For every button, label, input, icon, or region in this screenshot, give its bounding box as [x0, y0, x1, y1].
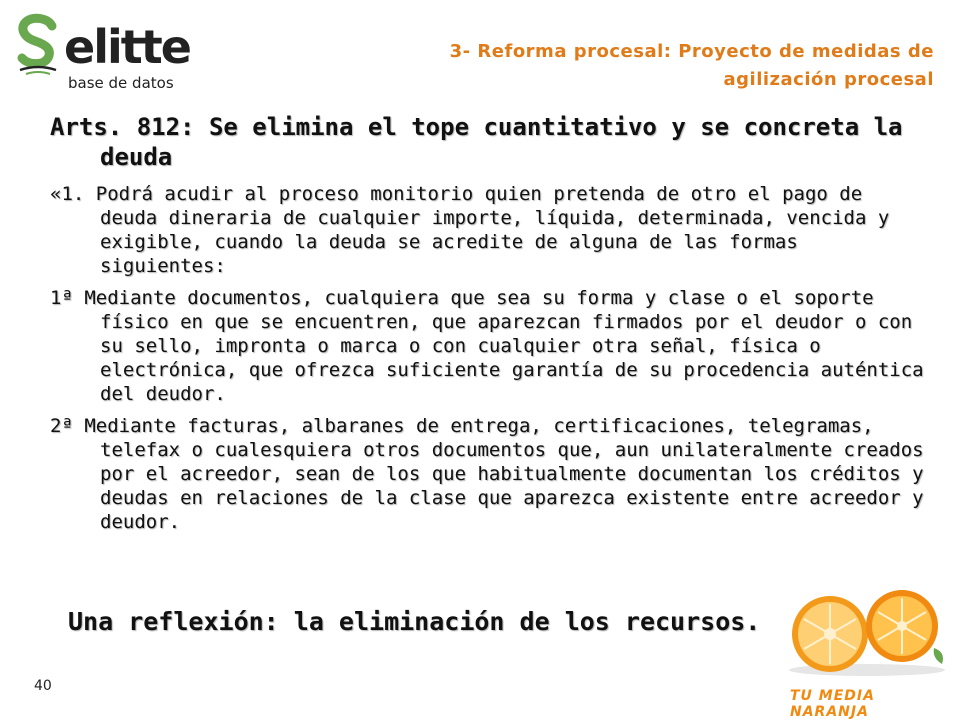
- article-paragraph-1: «1. Podrá acudir al proceso monitorio quien pretenda de otro el pago de deuda dineraria de cualquier importe, líquida, determinada, vencida y exigible, cuando la deuda se acredite de alguna de las formas siguientes:: [50, 183, 890, 277]
- slide-body: [50, 112, 930, 542]
- brand-tagline: TU MEDIA NARANJA: [790, 688, 875, 720]
- section-title-line-2: agilización procesal: [723, 69, 934, 90]
- s-logo-icon: [14, 12, 62, 78]
- slide-section-title: [334, 38, 934, 94]
- logo-subtitle: base de datos: [68, 74, 174, 92]
- logo-wordmark: elitte: [64, 20, 190, 74]
- article-paragraph-3: 2ª Mediante facturas, albaranes de entrega, certificaciones, telegramas, telefax o cualesquiera otros documentos que, aun unilateralmente creados por el acreedor, sean de los que habitualmente documentan los créditos y deudas en relaciones de la clase que aparezca existente entre acreedor y deudor.: [50, 415, 924, 533]
- oranges-icon: [784, 588, 950, 678]
- article-paragraph-2: 1ª Mediante documentos, cualquiera que sea su forma y clase o el soporte físico en que se encuentren, que aparezcan firmados por el deudor o con su sello, impronta o marca o con cualquier otra señal, física o electrónica, que ofrezca suficiente garantía de su procedencia auténtica del deudor.: [50, 287, 924, 405]
- section-title-line-1: 3- Reforma procesal: Proyecto de medidas de: [449, 41, 934, 62]
- elitte-logo: [14, 12, 214, 92]
- slide-heading: Arts. 812: Se elimina el tope cuantitativo y se concreta la deuda: [50, 113, 903, 171]
- reflection-statement: Una reflexión: la eliminación de los recursos.: [68, 607, 761, 636]
- page-number: 40: [34, 678, 52, 694]
